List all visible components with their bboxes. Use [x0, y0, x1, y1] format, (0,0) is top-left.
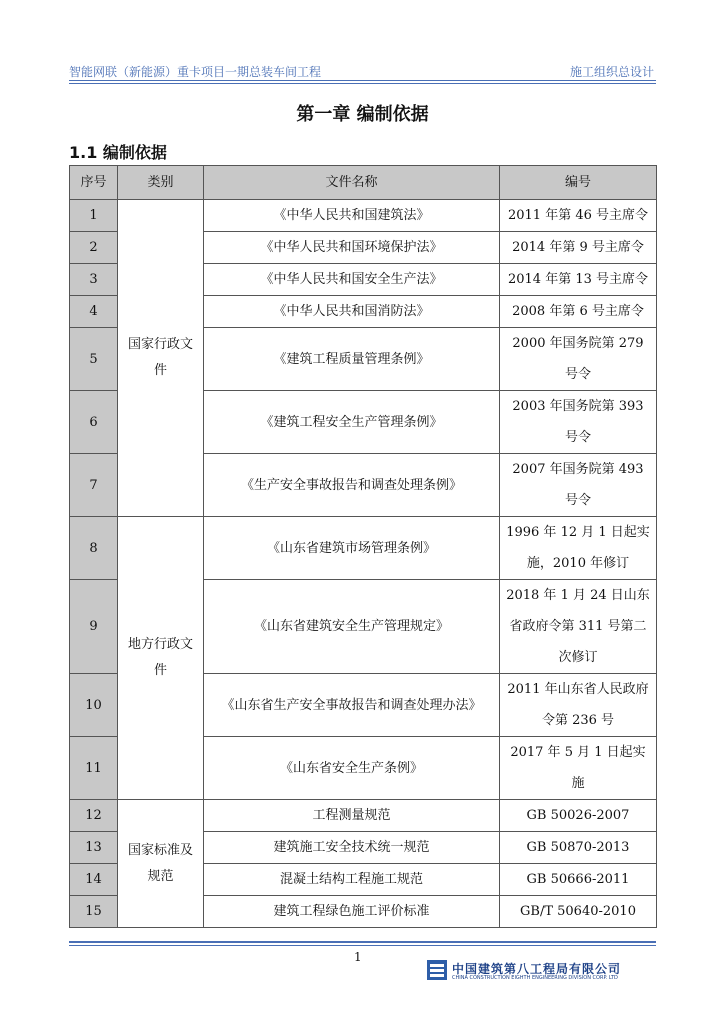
category-cell: 国家行政文件 — [118, 200, 204, 517]
header-document-title: 施工组织总设计 — [569, 65, 654, 79]
document-name-cell: 《中华人民共和国建筑法》 — [204, 200, 500, 232]
footer-divider-secondary — [69, 945, 656, 946]
table-row — [70, 517, 657, 580]
document-code-cell: 2014 年第 13 号主席令 — [500, 264, 657, 296]
row-number: 11 — [70, 737, 118, 800]
row-number: 15 — [70, 896, 118, 928]
document-code-cell: 2007 年国务院第 493 号令 — [500, 454, 657, 517]
section-title: 1.1 编制依据 — [69, 143, 167, 162]
document-code-cell: 2000 年国务院第 279 号令 — [500, 328, 657, 391]
document-code-cell: 2008 年第 6 号主席令 — [500, 296, 657, 328]
row-number: 8 — [70, 517, 118, 580]
header-cell-document-name: 文件名称 — [204, 166, 500, 200]
document-code-cell: GB 50870-2013 — [500, 832, 657, 864]
document-code-cell: 2017 年 5 月 1 日起实施 — [500, 737, 657, 800]
company-name-cn: 中国建筑第八工程局有限公司 — [452, 962, 622, 976]
document-code-cell: GB 50666-2011 — [500, 864, 657, 896]
header-divider-secondary — [69, 83, 656, 84]
chapter-title: 第一章 编制依据 — [296, 104, 429, 125]
document-name-cell: 建筑施工安全技术统一规范 — [204, 832, 500, 864]
header-cell-code: 编号 — [500, 166, 657, 200]
table-header-row — [70, 166, 657, 200]
document-name-cell: 工程测量规范 — [204, 800, 500, 832]
row-number: 5 — [70, 328, 118, 391]
row-number: 10 — [70, 674, 118, 737]
company-logo-icon — [427, 960, 447, 980]
row-number: 13 — [70, 832, 118, 864]
document-code-cell: 2018 年 1 月 24 日山东省政府令第 311 号第二次修订 — [500, 580, 657, 674]
row-number: 2 — [70, 232, 118, 264]
row-number: 14 — [70, 864, 118, 896]
document-name-cell: 《山东省安全生产条例》 — [204, 737, 500, 800]
document-name-cell: 《中华人民共和国环境保护法》 — [204, 232, 500, 264]
category-cell: 国家标准及规范 — [118, 800, 204, 928]
document-name-cell: 《山东省建筑市场管理条例》 — [204, 517, 500, 580]
page-number: 1 — [354, 950, 362, 964]
document-name-cell: 建筑工程绿色施工评价标准 — [204, 896, 500, 928]
document-name-cell: 《山东省建筑安全生产管理规定》 — [204, 580, 500, 674]
row-number: 3 — [70, 264, 118, 296]
document-name-cell: 《建筑工程安全生产管理条例》 — [204, 391, 500, 454]
compilation-basis-table — [69, 165, 657, 928]
document-name-cell: 《山东省生产安全事故报告和调查处理办法》 — [204, 674, 500, 737]
document-code-cell: 2011 年第 46 号主席令 — [500, 200, 657, 232]
document-name-cell: 《中华人民共和国消防法》 — [204, 296, 500, 328]
row-number: 12 — [70, 800, 118, 832]
header-cell-category: 类别 — [118, 166, 204, 200]
footer-divider — [69, 941, 656, 943]
table-row — [70, 200, 657, 232]
header-divider — [69, 80, 656, 81]
document-code-cell: 2003 年国务院第 393 号令 — [500, 391, 657, 454]
document-code-cell: 2014 年第 9 号主席令 — [500, 232, 657, 264]
row-number: 6 — [70, 391, 118, 454]
row-number: 7 — [70, 454, 118, 517]
document-name-cell: 混凝土结构工程施工规范 — [204, 864, 500, 896]
row-number: 1 — [70, 200, 118, 232]
document-code-cell: GB 50026-2007 — [500, 800, 657, 832]
header-project-title: 智能网联（新能源）重卡项目一期总装车间工程 — [69, 65, 322, 79]
table-row — [70, 800, 657, 832]
company-name-en: CHINA CONSTRUCTION EIGHTH ENGINEERING DIVISION CORP. LTD — [452, 975, 618, 981]
document-code-cell: 1996 年 12 月 1 日起实施，2010 年修订 — [500, 517, 657, 580]
document-name-cell: 《生产安全事故报告和调查处理条例》 — [204, 454, 500, 517]
category-cell: 地方行政文件 — [118, 517, 204, 800]
row-number: 4 — [70, 296, 118, 328]
document-code-cell: 2011 年山东省人民政府令第 236 号 — [500, 674, 657, 737]
document-name-cell: 《建筑工程质量管理条例》 — [204, 328, 500, 391]
row-number: 9 — [70, 580, 118, 674]
document-code-cell: GB/T 50640-2010 — [500, 896, 657, 928]
header-cell-serial: 序号 — [70, 166, 118, 200]
document-name-cell: 《中华人民共和国安全生产法》 — [204, 264, 500, 296]
